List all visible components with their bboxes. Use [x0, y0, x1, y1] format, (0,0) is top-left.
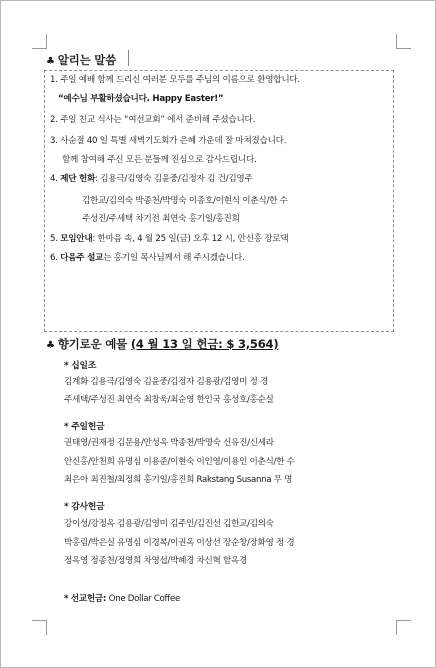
announcement-line: “예수님 부활하셨습니다. Happy Easter!”	[58, 94, 224, 104]
crop-mark-top-left	[32, 34, 47, 49]
announcement-line: 3. 사순절 40 일 특별 새벽기도회가 은혜 가운데 잘 마쳐졌습니다.	[50, 136, 287, 146]
section-title-thanks: * 감사헌금	[64, 502, 105, 512]
announcement-line: 6. 다음주 설교는 홍기일 목사님께서 해 주시겠습니다.	[50, 253, 245, 263]
crop-mark-bottom-right	[396, 620, 411, 635]
section-title-tithe: * 십일조	[64, 361, 97, 371]
announcement-line: 함께 참여해 주신 모든 분들께 진심으로 감사드립니다.	[62, 155, 257, 165]
crop-mark-top-right	[396, 34, 411, 49]
offerings-amount: (4 월 13 일 헌금: $ 3,564)	[130, 337, 279, 351]
announcement-line: 2. 주일 친교 식사는 “여선교회” 에서 준비해 주셨습니다.	[50, 115, 256, 125]
names-line: 주세택/주성진 최연숙 최창욱/최순영 한인국 홍성호/홍순실	[64, 395, 274, 405]
offerings-heading	[46, 336, 278, 352]
names-line: 권태영/권재정 김문용/안성옥 박종천/박명숙 신유진/신세라	[64, 438, 274, 448]
mission-offering-value: One Dollar Coffee	[108, 594, 180, 604]
crop-mark-bottom-left	[32, 620, 47, 635]
announcement-line: 김한교/김의숙 박종천/박명숙 이종호/이현식 이춘식/한 수	[82, 196, 288, 206]
announcements-heading-text: 알리는 말씀	[57, 53, 117, 67]
announcement-line: 5. 모임안내: 한마음 속, 4 월 25 일(금) 오후 12 시, 안신홍 장로댁	[50, 234, 289, 244]
announcement-line: 주성진/주세택 차기전 최연숙 홍기일/홍진희	[82, 214, 240, 224]
mission-offering-line	[64, 593, 180, 605]
offerings-heading-text: 향기로운 예물	[57, 337, 128, 351]
club-icon: ♣	[46, 56, 55, 67]
club-icon: ♣	[46, 340, 55, 351]
announcement-line: 4. 제단 헌화: 김용극/김영숙 김윤중/김정자 김 건/김영주	[50, 174, 253, 184]
names-line: 박홍림/박은실 유명심 이경복/이권옥 이상선 장순창/장화영 정 경	[64, 538, 295, 548]
names-line: 정옥영 정종천/정영희 차영섭/박혜경 차신혁 함옥경	[64, 556, 247, 566]
section-title-mission: * 선교헌금:	[64, 594, 109, 604]
names-line: 강이성/강정옥 김용광/김영미 김주인/김진선 김한교/김의숙	[64, 519, 274, 529]
text-cursor	[128, 50, 130, 66]
announcements-heading	[46, 52, 116, 68]
section-title-sunday: * 주일헌금	[64, 422, 105, 432]
names-line: 안신홍/안천희 유명심 이용준/이현숙 이인영/이용인 이춘식/한 수	[64, 457, 295, 467]
announcement-line: 1. 주일 예배 함께 드리신 여러분 모두를 주님의 이름으로 환영합니다.	[50, 75, 300, 85]
names-line: 김계화 김용극/김영숙 김윤중/김정자 김용광/김영미 정 경	[64, 377, 268, 387]
names-line: 최은아 최진철/최정희 홍기일/홍진희 Rakstang Susanna 무 명	[64, 475, 293, 485]
